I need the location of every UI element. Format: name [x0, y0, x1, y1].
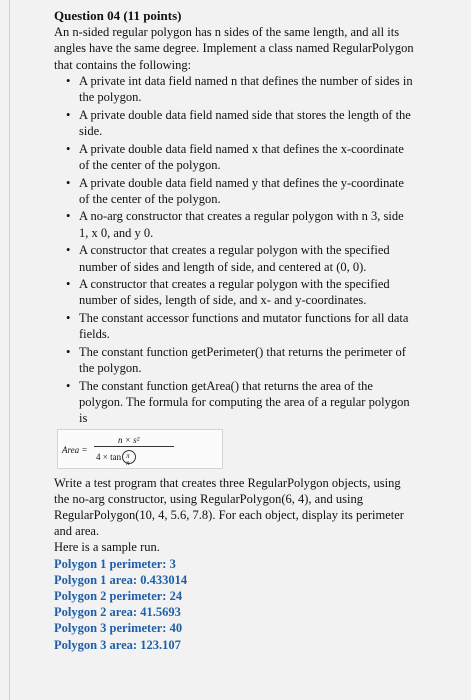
- bullet-icon: •: [66, 378, 71, 393]
- requirement-text: A private int data field named n that defines the number of sides in the polygon.: [79, 73, 413, 105]
- requirements-list: [54, 73, 414, 427]
- question-content: [54, 8, 414, 653]
- question-title: Question 04 (11 points): [54, 8, 182, 23]
- list-item: [66, 141, 414, 173]
- formula-pi: π: [126, 451, 130, 460]
- question-intro: An n-sided regular polygon has n sides of the same length, and all its angles have the same degree. Implement a class named RegularPolygon that contains the following:: [54, 25, 414, 72]
- sample-output-line: Polygon 1 perimeter: 3: [54, 556, 176, 571]
- bullet-icon: •: [66, 311, 71, 326]
- requirement-text: The constant function getArea() that returns the area of the polygon. The formula for computing the area of a regular polygon is: [79, 378, 410, 426]
- bullet-icon: •: [66, 345, 71, 360]
- requirement-text: A no-arg constructor that creates a regular polygon with n 3, side 1, x 0, and y 0.: [79, 209, 404, 240]
- requirement-text: A constructor that creates a regular polygon with the specified number of sides, length of side, and x- and y-coordinates.: [79, 277, 390, 308]
- bullet-icon: •: [66, 73, 71, 88]
- formula-inner-fraction: [122, 450, 136, 467]
- bullet-icon: •: [66, 107, 71, 122]
- requirement-text: The constant accessor functions and mutator functions for all data fields.: [79, 311, 409, 342]
- test-program-instructions: Write a test program that creates three RegularPolygon objects, using the no-arg constructor, using RegularPolygon(6, 4), and using RegularPolygon(10, 4, 5.6, 7.8). For each object, display its perimeter and area.: [54, 475, 404, 539]
- list-item: [66, 107, 414, 139]
- area-formula: [57, 429, 223, 469]
- sample-output: [54, 556, 414, 653]
- formula-denominator: [96, 449, 136, 465]
- requirement-text: The constant function getPerimeter() that returns the perimeter of the polygon.: [79, 345, 406, 376]
- list-item: [66, 276, 414, 308]
- list-item: [66, 175, 414, 207]
- list-item: [66, 242, 414, 274]
- sample-output-line: Polygon 3 area: 123.107: [54, 637, 181, 652]
- bullet-icon: •: [66, 277, 71, 292]
- list-item: [66, 73, 414, 105]
- bullet-icon: •: [66, 209, 71, 224]
- sample-output-line: Polygon 2 perimeter: 24: [54, 589, 183, 603]
- requirement-text: A private double data field named y that defines the y-coordinate of the center of the polygon.: [79, 175, 404, 206]
- requirement-text: A constructor that creates a regular polygon with the specified number of sides and length of side, and centered at (0, 0).: [79, 243, 390, 274]
- bullet-icon: •: [66, 175, 71, 190]
- formula-fraction-bar: [94, 446, 174, 447]
- formula-n: n: [126, 458, 130, 467]
- page-border: [9, 0, 10, 700]
- requirement-text: A private double data field named side that stores the length of the side.: [79, 107, 411, 138]
- sample-intro: Here is a sample run.: [54, 540, 160, 555]
- requirement-text: A private double data field named x that defines the x-coordinate of the center of the polygon.: [79, 141, 404, 172]
- bullet-icon: •: [66, 243, 71, 258]
- formula-numerator: n × s²: [118, 434, 140, 445]
- list-item: [66, 378, 414, 427]
- formula-denominator-prefix: 4 × tan: [96, 451, 122, 462]
- sample-output-line: Polygon 3 perimeter: 40: [54, 621, 183, 636]
- formula-lhs: Area =: [62, 444, 88, 455]
- list-item: [66, 208, 414, 240]
- sample-output-line: Polygon 2 area: 41.5693: [54, 605, 181, 620]
- list-item: [66, 310, 414, 342]
- list-item: [66, 344, 414, 376]
- bullet-icon: •: [66, 141, 71, 156]
- sample-output-line: Polygon 1 area: 0.433014: [54, 572, 188, 587]
